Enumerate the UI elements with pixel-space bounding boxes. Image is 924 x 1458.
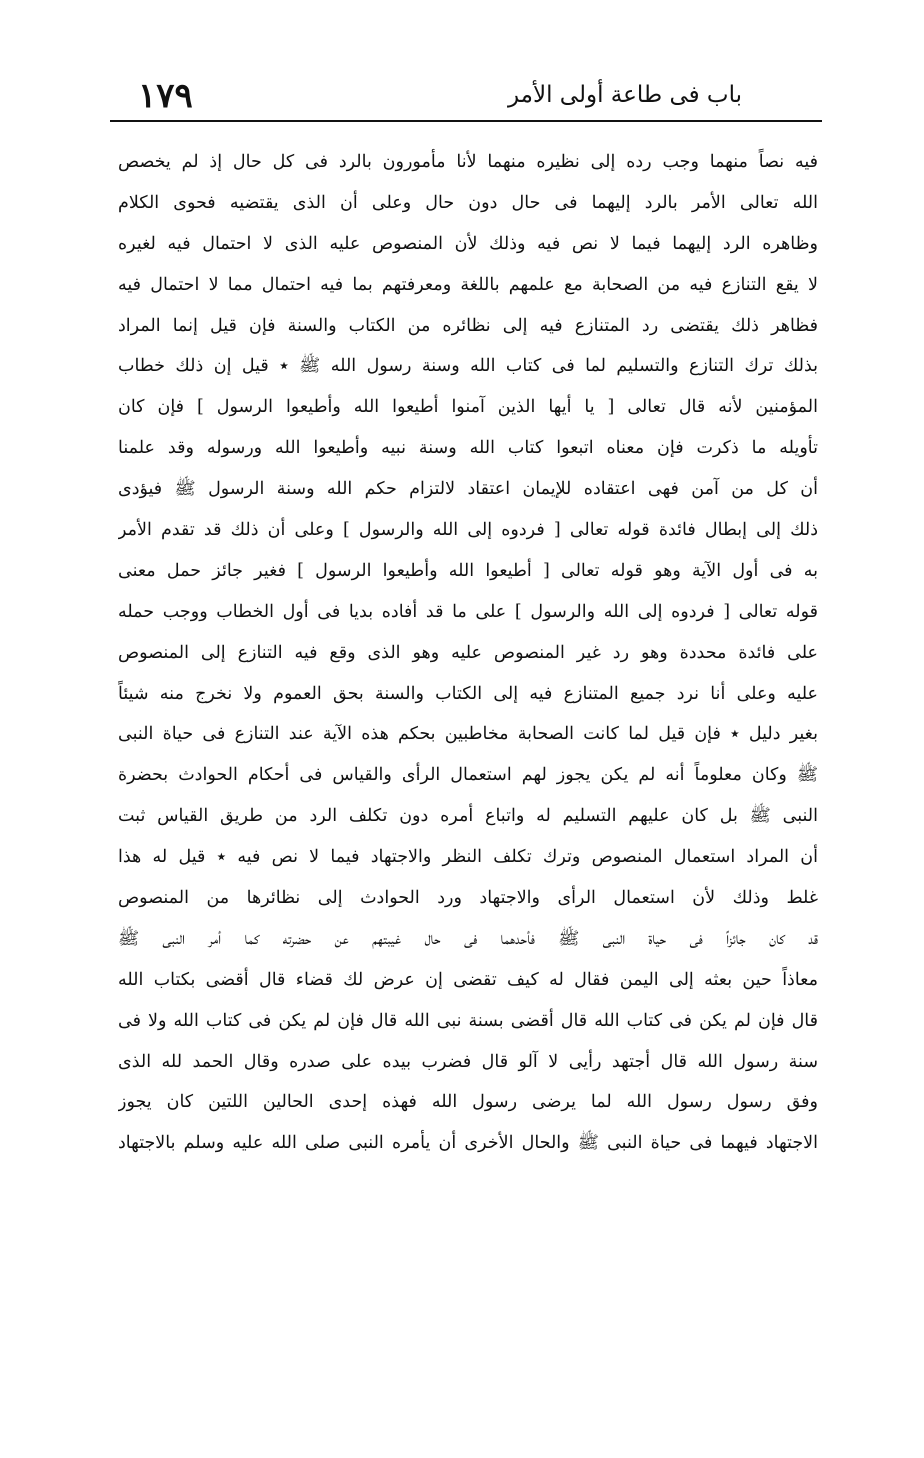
text-line: سنة رسول الله قال أجتهد رأيى لا آلو قال فضرب بيده على صدره وقال الحمد لله الذى [118,1051,818,1072]
body-text [118,142,818,1164]
text-line: لا يقع التنازع فيه من الصحابة مع علمهم باللغة ومعرفتهم بما فيه احتمال مما لا احتمال فيه [118,274,818,295]
text-line: معاذاً حين بعثه إلى اليمن فقال له كيف تقضى إن عرض لك قضاء قال أقضى بكتاب الله [118,969,818,990]
text-line: ﷺ وكان معلوماً أنه لم يكن يجوز لهم استعمال الرأى والقياس فى أحكام الحوادث بحضرة [118,765,818,786]
text-line: المؤمنين لأنه قال تعالى [ يا أيها الذين آمنوا أطيعوا الله وأطيعوا الرسول ] فإن كان [118,397,818,418]
running-title: باب فى طاعة أولى الأمر [507,82,742,108]
text-line: ذلك إلى إبطال فائدة قوله تعالى [ فردوه إلى الله والرسول ] وعلى أن ذلك قد تقدم الأمر [118,520,818,541]
text-line: وظاهره الرد إليهما فيما لا نص فيه وذلك لأن المنصوص عليه الذى لا احتمال فيه لغيره [118,233,818,254]
text-line: غلط وذلك لأن استعمال الرأى والاجتهاد ورد الحوادث إلى نظائرها من المنصوص [118,888,818,909]
text-line: الله تعالى الأمر بالرد إليهما فى حال دون حال وعلى أن الذى يقتضيه فحوى الكلام [118,192,818,213]
text-line: به فى أول الآية وهو قوله تعالى [ أطيعوا الله وأطيعوا الرسول ] فغير جائز حمل معنى [118,560,818,581]
text-line: بذلك ترك التنازع والتسليم لما فى كتاب الله وسنة رسول الله ﷺ ٭ قيل إن ذلك خطاب [118,356,818,377]
text-line: قد كان جائزاً فى حياة النبى ﷺ فأحدهما فى حال غيبتهم عن حضرته كما أمر النبى ﷺ [118,928,818,949]
text-line: النبى ﷺ بل كان عليهم التسليم له واتباع أمره دون تكلف الرد من طريق القياس ثبت [118,806,818,827]
text-line: أن المراد استعمال المنصوص وترك تكلف النظر والاجتهاد فيما لا نص فيه ٭ قيل له هذا [118,847,818,868]
text-line: وفق رسول رسول الله لما يرضى رسول الله فهذه إحدى الحالين اللتين كان يجوز [118,1092,818,1113]
page-header [110,70,822,118]
text-line: الاجتهاد فيهما فى حياة النبى ﷺ والحال الأخرى أن يأمره النبى صلى الله عليه وسلم بالاجتهاد [118,1133,818,1154]
text-line: عليه وعلى أنا نرد جميع المتنازع فيه إلى الكتاب والسنة بحق العموم ولا نخرج منه شيئاً [118,683,818,704]
text-line: تأويله ما ذكرت فإن معناه اتبعوا كتاب الله وسنة نبيه وأطيعوا الله ورسوله وقد علمنا [118,438,818,459]
text-line: فظاهر ذلك يقتضى رد المتنازع فيه إلى نظائره من الكتاب والسنة فإن قيل إنما المراد [118,315,818,336]
header-rule [110,120,822,122]
text-line: على فائدة محددة وهو رد غير المنصوص عليه وهو الذى وقع فيه التنازع إلى المنصوص [118,642,818,663]
text-line: قال فإن لم يكن فى كتاب الله قال أقضى بسنة نبى الله قال فإن لم يكن فى كتاب الله ولا فى [118,1010,818,1031]
text-line: قوله تعالى [ فردوه إلى الله والرسول ] على ما قد أفاده بديا فى أول الخطاب ووجب حمله [118,601,818,622]
page-number: ١٧٩ [138,76,193,116]
text-line: فيه نصاً منهما وجب رده إلى نظيره منهما لأنا مأمورون بالرد فى كل حال إذ لم يخصص [118,152,818,172]
text-line: بغير دليل ٭ فإن قيل لما كانت الصحابة مخاطبين بحكم هذه الآية عند التنازع فى حياة النبى [118,724,818,745]
text-line: أن كل من آمن فهى اعتقاده للإيمان اعتقاد لالتزام حكم الله وسنة الرسول ﷺ فيؤدى [118,479,818,500]
